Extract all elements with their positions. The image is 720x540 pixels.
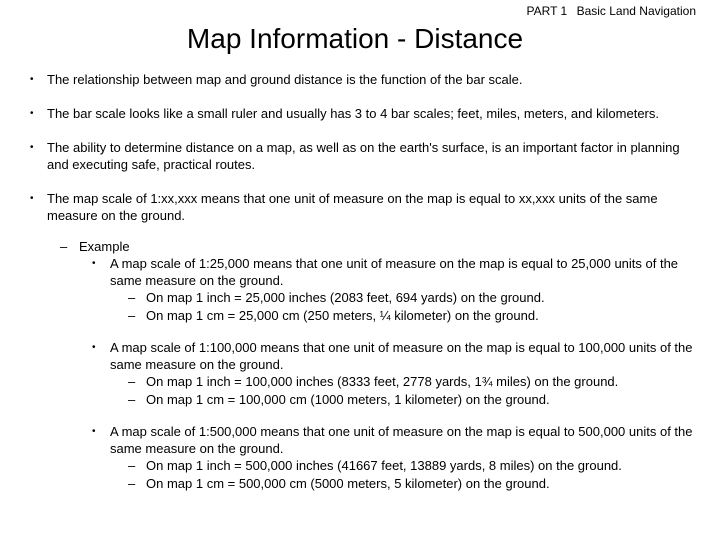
bullet-icon: • — [92, 258, 96, 269]
conversion-line — [0, 289, 720, 307]
example-item — [0, 255, 720, 289]
bullet-item — [0, 105, 720, 122]
dash-icon: – — [128, 308, 136, 323]
example-item — [0, 423, 720, 457]
conversion-inch: On map 1 inch = 500,000 inches (41667 feet, 13889 yards, 8 miles) on the ground. — [146, 458, 622, 473]
dash-icon: – — [60, 239, 68, 254]
bullet-icon: • — [30, 142, 34, 153]
bullet-icon: • — [30, 74, 34, 85]
bullet-text: The relationship between map and ground distance is the function of the bar scale. — [47, 72, 523, 87]
part-label: PART 1 — [526, 4, 568, 18]
dash-icon: – — [128, 374, 136, 389]
bullet-text: The ability to determine distance on a map, as well as on the earth's surface, is an important factor in planning and executing safe, practical routes. — [47, 140, 680, 172]
conversion-cm: On map 1 cm = 500,000 cm (5000 meters, 5 kilometer) on the ground. — [146, 476, 550, 491]
example-text: A map scale of 1:100,000 means that one unit of measure on the map is equal to 100,000 units of the same measure on the ground. — [110, 340, 693, 372]
section-label: Basic Land Navigation — [576, 4, 696, 18]
bullet-item — [0, 71, 720, 88]
example-label: Example — [79, 239, 130, 254]
conversion-inch: On map 1 inch = 100,000 inches (8333 feet, 2778 yards, 1¾ miles) on the ground. — [146, 374, 619, 389]
example-text: A map scale of 1:500,000 means that one unit of measure on the map is equal to 500,000 units of the same measure on the ground. — [110, 424, 693, 456]
conversion-cm: On map 1 cm = 100,000 cm (1000 meters, 1 kilometer) on the ground. — [146, 392, 550, 407]
example-item — [0, 339, 720, 373]
conversion-line — [0, 307, 720, 325]
dash-icon: – — [128, 476, 136, 491]
dash-icon: – — [128, 290, 136, 305]
conversion-line — [0, 373, 720, 391]
bullet-text: The map scale of 1:xx,xxx means that one unit of measure on the map is equal to xx,xxx units of the same measure on the ground. — [47, 191, 658, 223]
bullet-icon: • — [92, 426, 96, 437]
bullet-item — [0, 190, 720, 224]
bullet-icon: • — [30, 193, 34, 204]
dash-icon: – — [128, 458, 136, 473]
conversion-cm: On map 1 cm = 25,000 cm (250 meters, ¼ kilometer) on the ground. — [146, 308, 539, 323]
conversion-line — [0, 475, 720, 493]
bullet-text: The bar scale looks like a small ruler and usually has 3 to 4 bar scales; feet, miles, meters, and kilometers. — [47, 106, 659, 121]
bullet-list — [0, 71, 720, 493]
conversion-line — [0, 391, 720, 409]
example-text: A map scale of 1:25,000 means that one unit of measure on the map is equal to 25,000 units of the same measure on the ground. — [110, 256, 679, 288]
page-title: Map Information - Distance — [186, 23, 524, 54]
example-heading — [0, 238, 720, 255]
bullet-icon: • — [30, 108, 34, 119]
bullet-item — [0, 139, 720, 173]
dash-icon: – — [128, 392, 136, 407]
conversion-line — [0, 457, 720, 475]
slide-header — [527, 4, 696, 18]
conversion-inch: On map 1 inch = 25,000 inches (2083 feet, 694 yards) on the ground. — [146, 290, 545, 305]
bullet-icon: • — [92, 342, 96, 353]
